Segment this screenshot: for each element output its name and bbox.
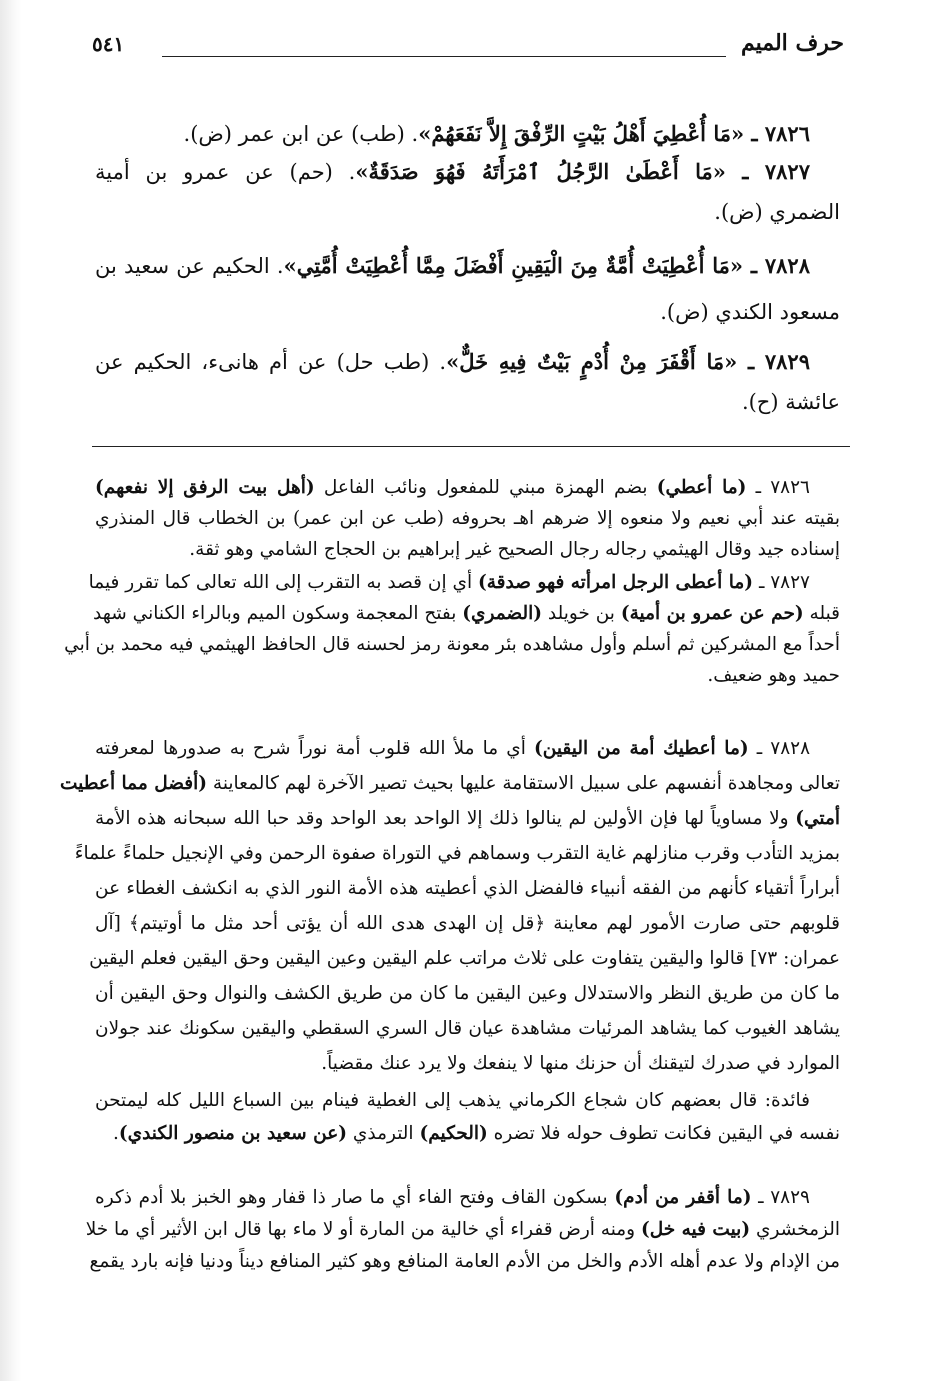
text-line (95, 472, 840, 503)
scan-edge (0, 0, 22, 1381)
bold-text-segment: (أفضل مما أعطيت (60, 773, 208, 794)
text-line (95, 660, 840, 691)
text-line (95, 342, 840, 382)
text-line (60, 766, 840, 801)
text-line (64, 629, 840, 660)
text-segment: الزمخشري (750, 1219, 840, 1240)
text-segment: تعالى ومجاهدة أنفسهم على سبيل الاستقامة عليها بحيث تصير الآخرة لهم كالمعاينة (207, 773, 840, 794)
text-line (95, 243, 840, 289)
text-segment: ٧٨٢٩ ـ (751, 1187, 810, 1208)
text-line (95, 801, 840, 836)
commentary-7826 (95, 472, 840, 565)
bold-text-segment: (ما أعطي) (656, 477, 747, 498)
bold-text-segment: (أهل بيت الرفق إلا نفعهم) (95, 477, 315, 498)
bold-text-segment: أمتي) (795, 808, 840, 829)
text-line (95, 598, 840, 629)
text-segment: . (طب) عن ابن عمر (ض). (183, 122, 419, 146)
text-line (85, 1214, 840, 1246)
text-line (95, 503, 840, 534)
text-segment: بن خويلد (541, 603, 621, 624)
text-line (95, 1011, 840, 1046)
text-segment: بمزيد التأدب وقرب منازلهم غاية التقرب وسماهم في التوراة صفوة الرحمن وفي الإنجيل حلماءً علماءً (74, 843, 840, 864)
bold-text-segment: (الحكيم) (419, 1123, 488, 1144)
text-segment: حميد وهو ضعيف. (707, 665, 840, 686)
bold-text-segment: (ما أعطيك أمة من اليقين) (534, 738, 749, 759)
text-segment: بضم الهمزة مبني للمفعول ونائب الفاعل (314, 477, 657, 498)
text-segment: ٧٨٢٨ ـ (748, 738, 811, 759)
text-segment: . (حم) عن عمرو بن أمية (95, 160, 356, 184)
page-number: ٥٤١ (92, 32, 125, 56)
text-line (95, 1117, 840, 1150)
hadith-7828 (95, 243, 840, 335)
text-line (95, 976, 840, 1011)
text-line (95, 116, 840, 152)
text-segment: ومنه أرض قفراء أي خالية من المارة أو لا ماء بها قال ابن الأثير أي ما خلا (85, 1219, 641, 1240)
bold-text-segment: ٧٨٢٦ ـ «مَا أُعْطِيَ أَهْلُ بَيْتٍ الرِّفْقَ إِلاَّ نَفَعَهُمْ» (418, 121, 810, 146)
text-segment: أي إن قصد به التقرب إلى الله تعالى كما تقرر فيما (88, 572, 479, 593)
bold-text-segment: (الضمري) (462, 603, 542, 624)
text-line (74, 836, 840, 871)
text-line (95, 289, 840, 335)
text-line (95, 192, 840, 232)
text-line (95, 534, 840, 565)
bold-text-segment: (عن سعيد بن منصور الكندي) (118, 1123, 347, 1144)
bold-text-segment: (بيت فيه خل) (641, 1219, 751, 1240)
text-segment: بسكون القاف وفتح الفاء أي ما صار ذا قفار وهو الخبز بلا أدم ذكره (95, 1187, 615, 1208)
text-line (95, 906, 840, 941)
text-line (95, 1084, 840, 1117)
text-line (95, 1046, 840, 1081)
commentary-7827 (64, 567, 840, 691)
footnote-separator (92, 446, 850, 447)
text-segment: الموارد في صدرك لتيقنك أن حزنك منها لا ينفعك ولا يرد عنك مقضياً. (321, 1053, 840, 1074)
text-segment: . (طب حل) عن أم هانىء، الحكيم عن (95, 350, 447, 374)
text-segment: فائدة: قال بعضهم كان شجاع الكرماني يذهب إلى الغطية فينام بين السباع الليل كله ليمتحن (95, 1090, 810, 1111)
text-segment: عائشة (ح). (741, 390, 840, 414)
text-line (95, 731, 840, 766)
text-segment: مسعود الكندي (ض). (660, 300, 840, 324)
text-segment: بقيته عند أبي نعيم ولا منعوه إلا ضرهم اهـ بحروفه (طب عن ابن عمر) بن الخطاب قال المنذري (95, 508, 840, 529)
text-segment: عمران: ٧٣] قالوا واليقين يتفاوت على ثلاث مراتب علم اليقين وعين اليقين وحق اليقين فعلم اليقين (89, 948, 840, 969)
header-rule (162, 56, 726, 57)
bold-text-segment: (ما أقفر من أدم) (614, 1187, 752, 1208)
text-segment: الترمذي (347, 1123, 420, 1144)
text-segment: ٧٨٢٧ ـ (753, 572, 810, 593)
text-segment: . الحكيم عن سعيد بن (95, 254, 284, 278)
text-line (88, 567, 840, 598)
text-segment: نفسه في اليقين فكانت تطوف حوله فلا تضره (487, 1123, 840, 1144)
text-line (95, 382, 840, 422)
commentary-7828 (60, 731, 840, 1081)
chapter-title: حرف الميم (740, 30, 844, 56)
hadith-7829 (95, 342, 840, 422)
text-segment: قبله (803, 603, 840, 624)
text-segment: ٧٨٢٦ ـ (746, 477, 810, 498)
text-segment: إسناده جيد وقال الهيثمي رجاله رجال الصحيح غير إبراهيم بن الحجاج الشامي وهو ثقة. (189, 539, 840, 560)
text-segment: من الإدام ولا عدم أهله الأدم والخل من الأدم العامة المنافع وهو كثير المنافع ديناً ودنيا فإنه بارد يقمع (89, 1251, 840, 1272)
text-segment: ولا مساوياً لها فإن الأولين لم ينالوا ذلك إلا الواحد بعد الواحد وقد حبا الله سبحانه هذه الأمة (95, 808, 796, 829)
page-header (92, 30, 844, 66)
text-segment: . (112, 1123, 119, 1144)
text-segment: يشاهد الغيوب كما يشاهد المرئيات مشاهدة عيان قال السري السقطي واليقين سكونك عند جولان (95, 1018, 840, 1039)
text-segment: أي ما ملأ الله قلوب أمة نوراً شرح به صدورها لمعرفته (95, 738, 535, 759)
hadith-7827 (95, 152, 840, 232)
text-segment: أبراراً أتقياء كأنهم من الفقه أنبياء فالفضل الذي أعطيته هذه الأمة النور الذي به انكشف الغطاء عن (95, 878, 840, 899)
text-line (89, 1246, 840, 1278)
text-line (95, 871, 840, 906)
bold-text-segment: ٧٨٢٩ ـ «مَا أَقْفَرَ مِنْ أُدْمٍ بَيْتٌ فِيهِ خَلٌّ» (446, 349, 810, 374)
hadith-7826 (95, 116, 840, 152)
bold-text-segment: (ما أعطى الرجل امرأته فهو صدقة) (478, 572, 754, 593)
bold-text-segment: (حم عن عمرو بن أمية) (620, 603, 804, 624)
bold-text-segment: ٧٨٢٨ ـ «مَا أُعْطِيَتْ أُمَّةٌ مِنَ الْيَقِينِ أَفْضَلَ مِمَّا أُعْطِيَتْ أُمَّتِي» (283, 253, 810, 278)
commentary-faida (95, 1084, 840, 1150)
text-segment: الضمري (ض). (714, 200, 840, 224)
commentary-7829 (85, 1182, 840, 1278)
text-segment: بفتح المعجمة وسكون الميم وبالراء الكناني شهد (93, 603, 463, 624)
text-line (95, 152, 840, 192)
text-segment: ما كان من طريق النظر والاستدلال وعين اليقين ما كان من طريق الكشف والنوال وحق اليقين أن (95, 983, 840, 1004)
text-segment: قلوبهم حتى صارت الأمور لهم معاينة ﴿قل إن الهدى هدى الله أن يؤتى أحد مثل ما أوتيتم﴾ [آل (95, 913, 840, 934)
text-line (89, 941, 840, 976)
text-segment: أحداً مع المشركين ثم أسلم وأول مشاهده بئر معونة رمز لحسنه قال الحافظ الهيثمي فيه محمد بن أبي (64, 634, 840, 655)
bold-text-segment: ٧٨٢٧ ـ «مَا أَعْطَىٰ الرَّجُلُ ٱمْرَأَتَهُ فَهُوَ صَدَقَةٌ» (355, 159, 810, 184)
text-line (95, 1182, 840, 1214)
